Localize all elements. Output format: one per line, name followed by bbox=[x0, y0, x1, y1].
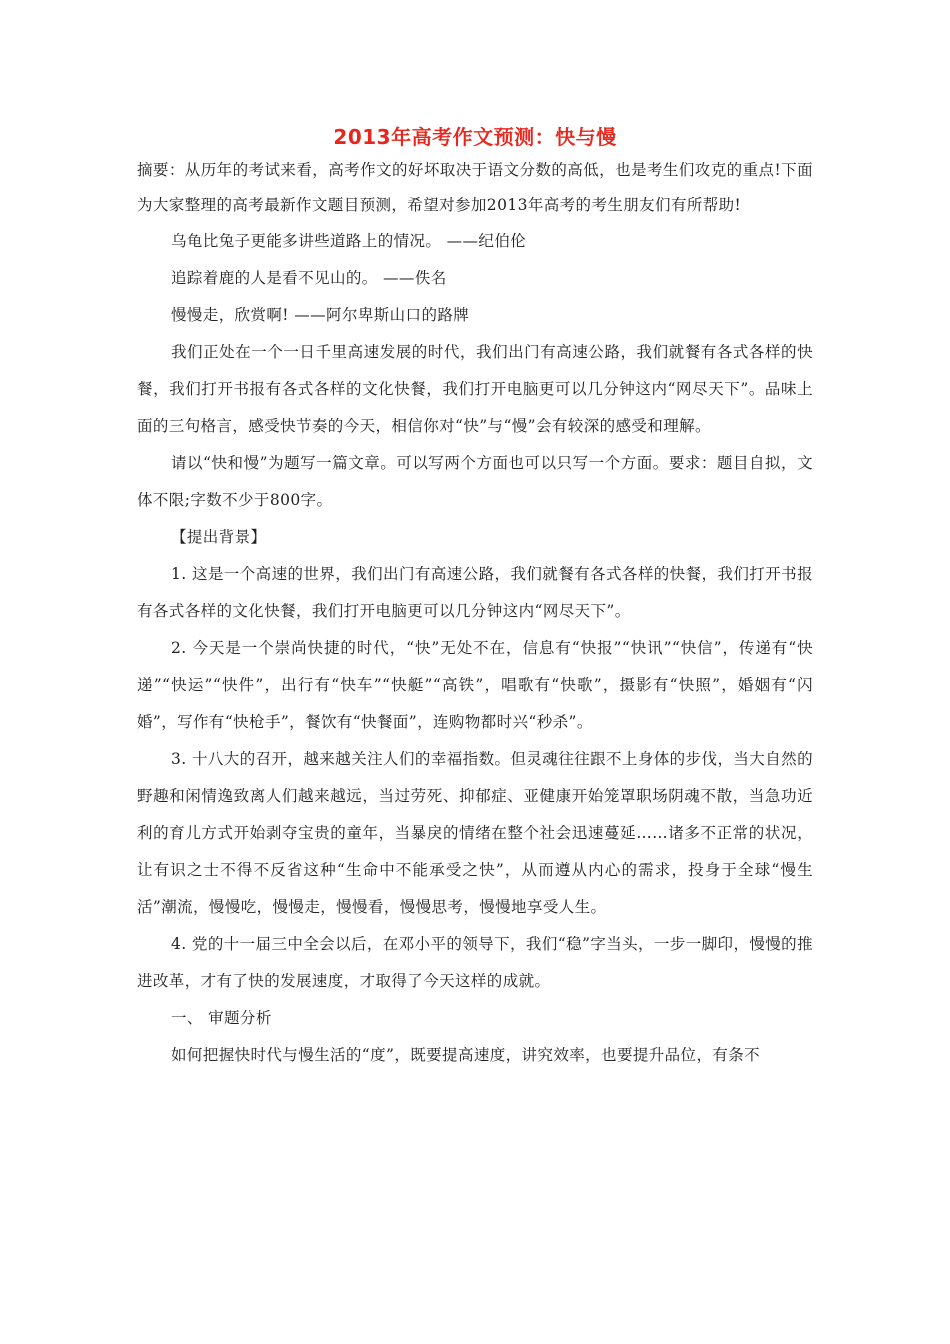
quote-1: 乌龟比兔子更能多讲些道路上的情况。 ——纪伯伦 bbox=[171, 232, 527, 250]
document-title: 2013年高考作文预测：快与慢 bbox=[333, 125, 617, 149]
analysis-paragraph: 如何把握快时代与慢生活的“度”，既要提高速度，讲究效率，也要提升品位，有条不 bbox=[171, 1046, 761, 1064]
background-item-1: 1. 这是一个高速的世界，我们出门有高速公路，我们就餐有各式各样的快餐，我们打开书报有各式各样的文化快餐，我们打开电脑更可以几分钟这内“网尽天下”。 bbox=[137, 565, 813, 620]
quote-3: 慢慢走，欣赏啊! ——阿尔卑斯山口的路牌 bbox=[171, 306, 470, 324]
quote-2: 追踪着鹿的人是看不见山的。 ——佚名 bbox=[171, 269, 447, 287]
prompt-paragraph: 请以“快和慢”为题写一篇文章。可以写两个方面也可以只写一个方面。要求：题目自拟，文体不限;字数不少于800字。 bbox=[137, 454, 813, 509]
background-item-3: 3. 十八大的召开，越来越关注人们的幸福指数。但灵魂往往跟不上身体的步伐，当大自然的野趣和闲情逸致离人们越来越远，当过劳死、抑郁症、亚健康开始笼罩职场阴魂不散，当急功近利的育儿方式开始剥夺宝贵的童年，当暴戾的情绪在整个社会迅速蔓延……诸多不正常的状况，让有识之士不得不反省这种“生命中不能承受之快”，从而遵从内心的需求，投身于全球“慢生活”潮流，慢慢吃，慢慢走，慢慢看，慢慢思考，慢慢地享受人生。 bbox=[137, 750, 813, 916]
section-heading-background: 【提出背景】 bbox=[171, 528, 267, 546]
summary-paragraph: 摘要：从历年的考试来看，高考作文的好坏取决于语文分数的高低，也是考生们攻克的重点!下面为大家整理的高考最新作文题目预测，希望对参加2013年高考的考生朋友们有所帮助! bbox=[137, 161, 813, 214]
document-body bbox=[137, 121, 813, 1074]
background-item-4: 4. 党的十一届三中全会以后，在邓小平的领导下，我们“稳”字当头，一步一脚印，慢慢的推进改革，才有了快的发展速度，才取得了今天这样的成就。 bbox=[137, 935, 813, 990]
section-heading-analysis: 一、 审题分析 bbox=[171, 1009, 272, 1027]
context-paragraph: 我们正处在一个一日千里高速发展的时代，我们出门有高速公路，我们就餐有各式各样的快餐，我们打开书报有各式各样的文化快餐，我们打开电脑更可以几分钟这内“网尽天下”。品味上面的三句格言，感受快节奏的今天，相信你对“快”与“慢”会有较深的感受和理解。 bbox=[137, 343, 813, 435]
background-item-2: 2. 今天是一个崇尚快捷的时代，“快”无处不在，信息有“快报”“快讯”“快信”，传递有“快递”“快运”“快件”，出行有“快车”“快艇”“高铁”，唱歌有“快歌”，摄影有“快照”，婚姻有“闪婚”，写作有“快枪手”，餐饮有“快餐面”，连购物都时兴“秒杀”。 bbox=[137, 639, 813, 731]
